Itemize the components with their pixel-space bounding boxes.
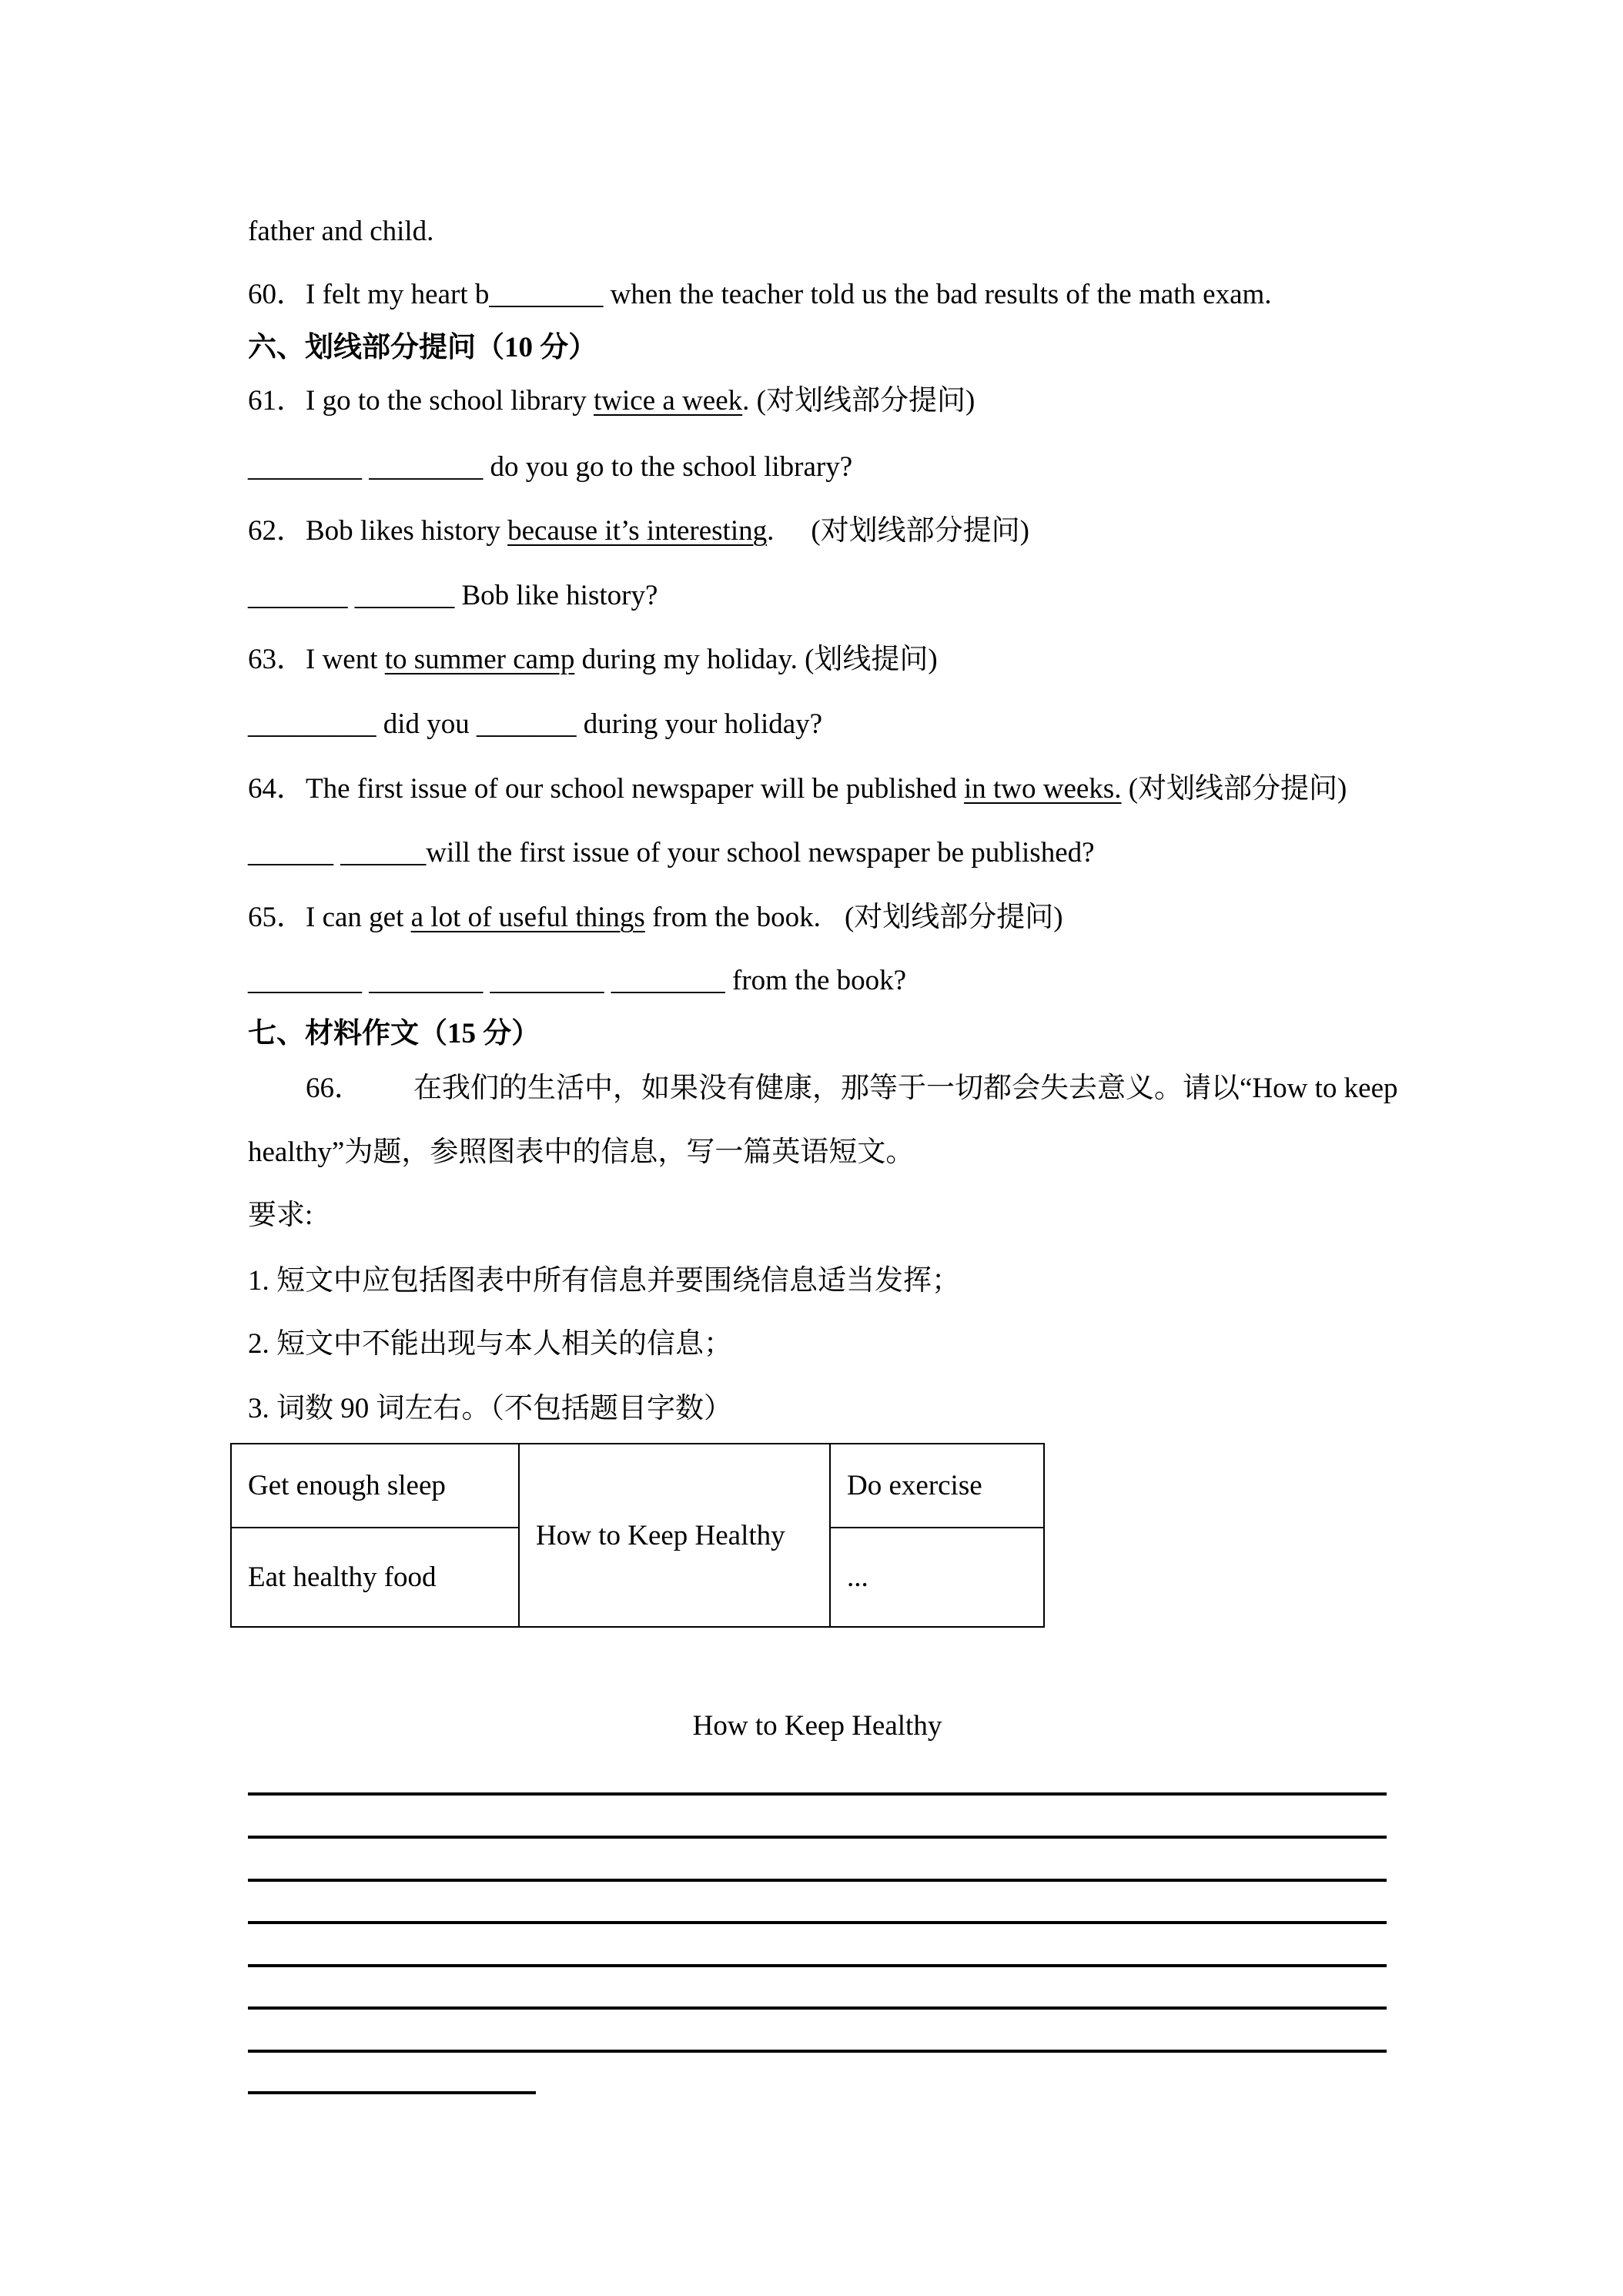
section-7-heading: 七、材料作文（15 分）: [248, 1018, 540, 1049]
answer-line: [248, 1836, 1387, 1839]
question-text: The first issue of our school newspaper will be published: [306, 773, 964, 805]
section-6-heading: 六、划线部分提问（10 分）: [248, 332, 597, 363]
question-number: 62．: [248, 515, 305, 547]
question-text-end: during my holiday.: [574, 644, 805, 675]
essay-title: How to Keep Healthy: [692, 1710, 942, 1742]
instruction: (对划线部分提问): [756, 385, 975, 417]
answer-65: ________ ________ ________ ________ from the book?: [248, 965, 907, 996]
question-number: 64．: [248, 773, 305, 805]
prompt-text: 在我们的生活中，如果没有健康，那等于一切都会失去意义。请以“How to keep: [413, 1073, 1398, 1104]
underlined-phrase: because it’s interesting: [507, 515, 768, 547]
question-text-end: .: [767, 515, 775, 547]
table-cell-sleep: Get enough sleep: [232, 1444, 518, 1527]
answer-line: [248, 1792, 1387, 1796]
underlined-phrase: a lot of useful things: [410, 902, 645, 933]
underlined-phrase: to summer camp: [384, 644, 575, 675]
table-cell-exercise: Do exercise: [831, 1444, 1043, 1527]
question-text: I went: [306, 644, 385, 675]
answer-line: [248, 1879, 1387, 1882]
question-text-end: [1121, 773, 1128, 805]
question-63: [248, 637, 938, 683]
answer-62: _______ _______ Bob like history?: [248, 580, 658, 611]
requirements-label: 要求:: [248, 1200, 313, 1231]
question-number: 61．: [248, 385, 305, 417]
requirement-item: 1. 短文中应包括图表中所有信息并要围绕信息适当发挥；: [248, 1265, 960, 1297]
answer-line: [248, 1921, 1387, 1924]
question-number: 60．: [248, 279, 305, 310]
instruction: (划线提问): [805, 644, 938, 675]
question-66-line-2: healthy”为题，参照图表中的信息，写一篇英语短文。: [248, 1136, 915, 1168]
table-cell-more: ...: [831, 1528, 1043, 1626]
info-table: [230, 1443, 1045, 1628]
underlined-phrase: in two weeks.: [963, 773, 1122, 805]
question-text: I can get: [306, 902, 411, 933]
requirement-item: 3. 词数 90 词左右。（不包括题目字数）: [248, 1393, 732, 1424]
answer-61: ________ ________ do you go to the school library?: [248, 451, 853, 483]
question-number: 66．: [306, 1073, 363, 1104]
question-text: I go to the school library: [306, 385, 594, 417]
answer-line: [248, 2050, 1387, 2053]
question-text-end: from the book.: [644, 902, 821, 933]
question-65: [248, 895, 1063, 941]
requirement-item: 2. 短文中不能出现与本人相关的信息；: [248, 1328, 732, 1360]
question-text: I felt my heart b________ when the teacher told us the bad results of the math exam.: [306, 279, 1272, 310]
table-cell-topic: How to Keep Healthy: [520, 1444, 829, 1626]
question-text: Bob likes history: [306, 515, 508, 547]
question-66-line-1: [306, 1066, 1398, 1112]
underlined-phrase: twice a week: [594, 385, 743, 417]
question-number: 65．: [248, 902, 305, 933]
question-64: [248, 766, 1347, 812]
table-cell-food: Eat healthy food: [232, 1528, 518, 1626]
continuation-text: father and child.: [248, 216, 434, 247]
question-number: 63．: [248, 644, 305, 675]
question-61: [248, 378, 975, 424]
instruction: (对划线部分提问): [1128, 773, 1347, 805]
question-62: [248, 508, 1029, 554]
question-60: [248, 272, 1272, 318]
answer-63: _________ did you _______ during your holiday?: [248, 708, 823, 740]
answer-line: [248, 2006, 1387, 2010]
answer-line-short: [248, 2091, 536, 2094]
answer-line: [248, 1964, 1387, 1967]
instruction: (对划线部分提问): [811, 515, 1030, 547]
question-text-end: .: [742, 385, 757, 417]
answer-64: ______ ______will the first issue of your school newspaper be published?: [248, 837, 1095, 869]
instruction: (对划线部分提问): [844, 902, 1063, 933]
